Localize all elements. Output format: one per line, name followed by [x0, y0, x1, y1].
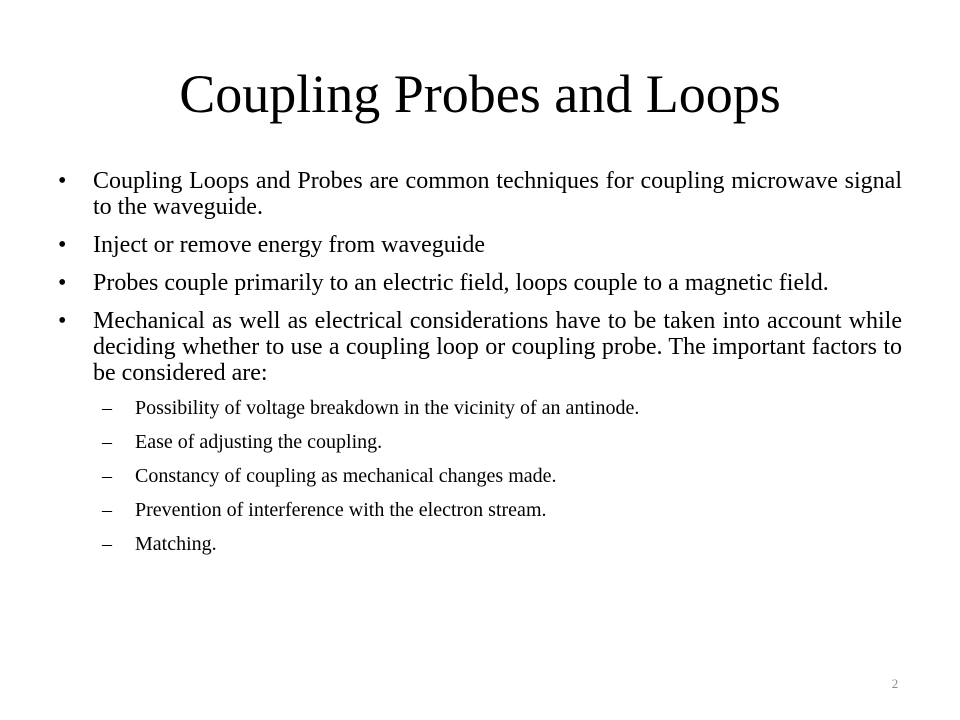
dash-icon: –	[102, 397, 112, 419]
sub-bullet-text: Possibility of voltage breakdown in the vicinity of an antinode.	[135, 397, 640, 419]
sub-bullet-item	[58, 464, 902, 488]
sub-bullet-item	[58, 430, 902, 454]
slide-content	[58, 168, 902, 566]
sub-bullet-text: Prevention of interference with the electron stream.	[135, 499, 547, 521]
slide-title: Coupling Probes and Loops	[179, 64, 781, 124]
sub-bullet-list	[58, 396, 902, 556]
sub-bullet-text: Ease of adjusting the coupling.	[135, 431, 383, 453]
bullet-icon: •	[58, 270, 67, 296]
sub-bullet-item	[58, 396, 902, 420]
bullet-icon: •	[58, 308, 67, 334]
dash-icon: –	[102, 533, 112, 555]
bullet-icon: •	[58, 168, 67, 194]
bullet-text: Coupling Loops and Probes are common techniques for coupling microwave signal to the waveguide.	[93, 168, 902, 220]
dash-icon: –	[102, 465, 112, 487]
sub-bullet-text: Constancy of coupling as mechanical changes made.	[135, 465, 557, 487]
bullet-item	[58, 270, 902, 296]
bullet-text: Inject or remove energy from waveguide	[93, 232, 486, 258]
bullet-text: Mechanical as well as electrical considerations have to be taken into account while deciding whether to use a coupling loop or coupling probe. The important factors to be considered are:	[93, 308, 902, 386]
sub-bullet-text: Matching.	[135, 533, 217, 555]
bullet-item	[58, 232, 902, 258]
dash-icon: –	[102, 499, 112, 521]
bullet-text: Probes couple primarily to an electric field, loops couple to a magnetic field.	[93, 270, 829, 296]
bullet-icon: •	[58, 232, 67, 258]
sub-bullet-item	[58, 532, 902, 556]
bullet-item	[58, 168, 902, 220]
sub-bullet-item	[58, 498, 902, 522]
bullet-item	[58, 308, 902, 386]
dash-icon: –	[102, 431, 112, 453]
page-number: 2	[891, 676, 899, 691]
